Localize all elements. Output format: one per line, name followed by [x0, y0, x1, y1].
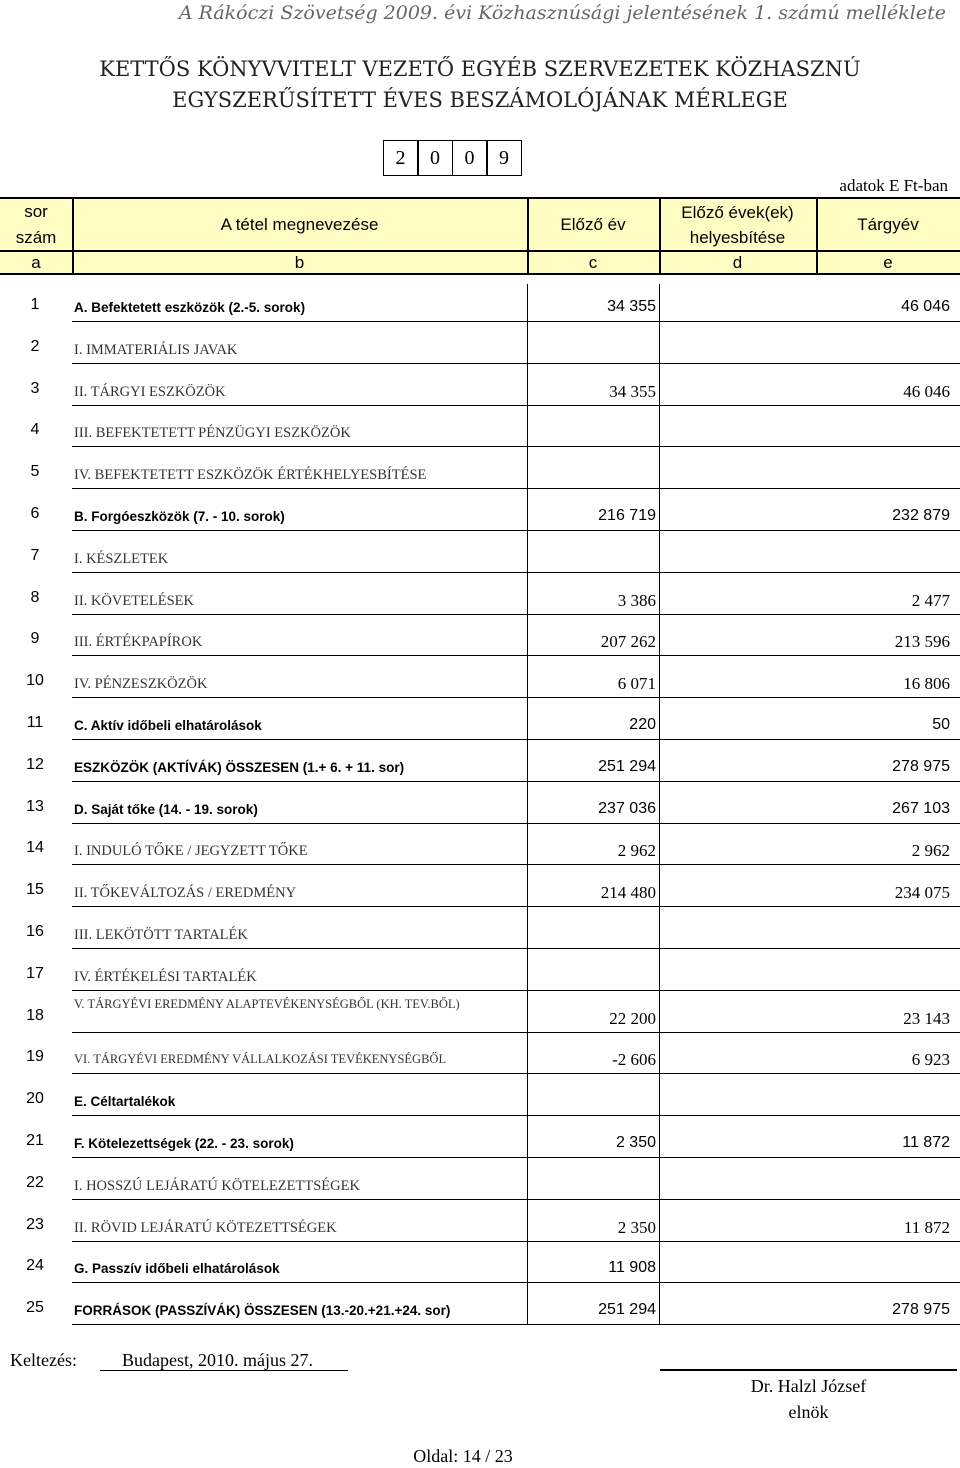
table-row	[0, 786, 960, 828]
row-curr-value: 46 046	[901, 298, 950, 315]
row-curr-value: 50	[932, 716, 950, 733]
row-number: 9	[30, 630, 40, 647]
row-underline	[72, 530, 960, 531]
row-underline	[72, 906, 960, 907]
col-header-name: A tétel megnevezése	[220, 215, 379, 234]
row-label: E. Céltartalékok	[74, 1094, 176, 1109]
row-prev-value: 2 350	[617, 1218, 656, 1237]
row-underline	[72, 655, 960, 656]
table-row	[0, 702, 960, 744]
row-label: FORRÁSOK (PASSZÍVÁK) ÖSSZESEN (13.-20.+21.+24. sor)	[74, 1303, 451, 1318]
table-row	[0, 995, 960, 1037]
row-prev-value: -2 606	[612, 1050, 656, 1069]
row-label: IV. ÉRTÉKELÉSI TARTALÉK	[74, 969, 257, 985]
row-prev-value: 6 071	[617, 674, 656, 693]
row-number: 15	[26, 881, 44, 898]
row-number: 8	[30, 589, 40, 606]
table-row	[0, 326, 960, 368]
year-digit: 0	[417, 140, 453, 176]
row-label: F. Kötelezettségek (22. - 23. sorok)	[74, 1136, 294, 1151]
title-line-2: EGYSZERŰSÍTETT ÉVES BESZÁMOLÓJÁNAK MÉRLEGE	[172, 88, 788, 112]
table-row	[0, 1078, 960, 1120]
row-prev-value: 22 200	[609, 1009, 656, 1028]
table-row	[0, 1162, 960, 1204]
row-label: I. HOSSZÚ LEJÁRATÚ KÖTELEZETTSÉGEK	[74, 1178, 360, 1194]
row-curr-value: 278 975	[892, 1301, 950, 1318]
date-value: Budapest, 2010. május 27.	[122, 1350, 313, 1370]
row-label: A. Befektetett eszközök (2.-5. sorok)	[74, 300, 306, 315]
row-number: 25	[26, 1299, 44, 1316]
row-number: 7	[30, 547, 40, 564]
table-row	[0, 451, 960, 493]
table-row	[0, 535, 960, 577]
row-underline	[72, 405, 960, 406]
col-header-prev: Előző év	[560, 215, 626, 234]
col-key-e: e	[883, 253, 893, 272]
row-underline	[72, 488, 960, 489]
row-prev-value: 3 386	[617, 591, 656, 610]
row-number: 20	[26, 1090, 44, 1107]
row-underline	[72, 948, 960, 949]
row-curr-value: 232 879	[892, 507, 950, 524]
row-number: 5	[30, 463, 40, 480]
col-key-c: c	[588, 253, 598, 272]
table-row	[0, 368, 960, 410]
table-row	[0, 1036, 960, 1078]
row-label: III. BEFEKTETETT PÉNZÜGYI ESZKÖZÖK	[74, 425, 351, 441]
col-header-adjust-2: helyesbítése	[689, 228, 786, 247]
row-number: 16	[26, 923, 44, 940]
row-curr-value: 46 046	[903, 382, 950, 401]
row-label: IV. BEFEKTETETT ESZKÖZÖK ÉRTÉKHELYESBÍTÉSE	[74, 467, 427, 483]
row-label: II. RÖVID LEJÁRATÚ KÖTEZETTSÉGEK	[74, 1220, 337, 1236]
table-row	[0, 618, 960, 660]
row-number: 4	[30, 421, 40, 438]
row-prev-value: 220	[629, 716, 656, 733]
row-underline	[72, 1115, 960, 1116]
table-row	[0, 869, 960, 911]
row-underline	[72, 1241, 960, 1242]
row-underline	[72, 823, 960, 824]
row-number: 24	[26, 1257, 44, 1274]
row-underline	[72, 363, 960, 364]
table-row	[0, 953, 960, 995]
table-row	[0, 493, 960, 535]
row-underline	[72, 446, 960, 447]
row-label: I. INDULÓ TŐKE / JEGYZETT TŐKE	[74, 843, 308, 859]
date-underline	[100, 1370, 348, 1371]
row-label: III. ÉRTÉKPAPÍROK	[74, 634, 203, 650]
row-curr-value: 23 143	[903, 1009, 950, 1028]
row-underline	[72, 614, 960, 615]
row-underline	[72, 321, 960, 322]
row-label: D. Saját tőke (14. - 19. sorok)	[74, 802, 258, 817]
row-curr-value: 234 075	[894, 883, 950, 902]
col-key-d: d	[732, 253, 743, 272]
row-underline	[72, 781, 960, 782]
row-underline	[72, 572, 960, 573]
row-prev-value: 11 908	[608, 1259, 656, 1276]
signer-title: elnök	[788, 1402, 829, 1422]
row-label: C. Aktív időbeli elhatárolások	[74, 718, 262, 733]
table-row	[0, 1245, 960, 1287]
row-underline	[72, 1282, 960, 1283]
row-curr-value: 11 872	[903, 1218, 950, 1237]
page-number: Oldal: 14 / 23	[413, 1446, 513, 1466]
row-label: II. KÖVETELÉSEK	[74, 593, 195, 609]
row-prev-value: 214 480	[600, 883, 656, 902]
row-curr-value: 267 103	[892, 800, 950, 817]
row-prev-value: 34 355	[607, 298, 656, 315]
date-label: Keltezés:	[10, 1350, 77, 1370]
body-col-divider	[527, 284, 528, 1325]
row-label: B. Forgóeszközök (7. - 10. sorok)	[74, 509, 285, 524]
row-prev-value: 207 262	[600, 632, 656, 651]
table-row	[0, 744, 960, 786]
row-number: 19	[26, 1048, 44, 1065]
row-label: II. TŐKEVÁLTOZÁS / EREDMÉNY	[74, 885, 297, 901]
row-label: III. LEKÖTÖTT TARTALÉK	[74, 927, 248, 943]
row-prev-value: 251 294	[598, 1301, 656, 1318]
row-number: 18	[26, 1007, 44, 1024]
table-row	[0, 409, 960, 451]
col-header-sor: sor	[24, 202, 48, 221]
row-number: 22	[26, 1174, 44, 1191]
row-curr-value: 11 872	[902, 1134, 950, 1151]
year-digit: 9	[486, 140, 522, 176]
col-header-curr: Tárgyév	[857, 215, 919, 234]
row-label: V. TÁRGYÉVI EREDMÉNY ALAPTEVÉKENYSÉGBŐL (KH. TEV.BŐL)	[74, 997, 460, 1011]
row-number: 10	[26, 672, 44, 689]
row-number: 11	[26, 714, 44, 731]
body-col-divider	[659, 284, 660, 1325]
row-underline	[72, 990, 960, 991]
row-label: I. KÉSZLETEK	[74, 551, 169, 567]
row-curr-value: 6 923	[911, 1050, 950, 1069]
row-label: I. IMMATERIÁLIS JAVAK	[74, 342, 238, 358]
table-row	[0, 1120, 960, 1162]
row-number: 21	[26, 1132, 44, 1149]
header-note: A Rákóczi Szövetség 2009. évi Közhasznúsági jelentésének 1. számú melléklete	[178, 2, 946, 24]
row-curr-value: 2 962	[911, 841, 950, 860]
table-row	[0, 1204, 960, 1246]
row-curr-value: 16 806	[903, 674, 950, 693]
row-number: 13	[26, 798, 44, 815]
table-row	[0, 577, 960, 619]
row-number: 6	[30, 505, 40, 522]
row-label: ESZKÖZÖK (AKTÍVÁK) ÖSSZESEN (1.+ 6. + 11. sor)	[74, 760, 405, 775]
row-number: 1	[30, 296, 40, 313]
row-prev-value: 237 036	[598, 800, 656, 817]
table-row	[0, 660, 960, 702]
year-digit: 0	[452, 140, 488, 176]
row-curr-value: 213 596	[894, 632, 950, 651]
row-curr-value: 2 477	[911, 591, 950, 610]
col-key-b: b	[294, 253, 305, 272]
row-prev-value: 2 962	[617, 841, 656, 860]
col-key-a: a	[31, 253, 41, 272]
row-underline	[72, 697, 960, 698]
title-line-1: KETTŐS KÖNYVVITELT VEZETŐ EGYÉB SZERVEZETEK KÖZHASZNÚ	[99, 57, 861, 81]
table-row	[0, 1287, 960, 1329]
col-header-adjust: Előző évek(ek)	[681, 203, 794, 222]
row-prev-value: 251 294	[598, 758, 656, 775]
row-number: 14	[26, 839, 44, 856]
row-number: 2	[30, 338, 40, 355]
year-box	[384, 140, 522, 176]
row-prev-value: 34 355	[609, 382, 656, 401]
row-number: 17	[26, 965, 44, 982]
row-label: G. Passzív időbeli elhatárolások	[74, 1261, 280, 1276]
row-number: 23	[26, 1216, 44, 1233]
row-underline	[72, 1032, 960, 1033]
row-underline	[72, 1199, 960, 1200]
row-underline	[72, 1324, 960, 1325]
year-digit: 2	[383, 140, 419, 176]
units-note: adatok E Ft-ban	[839, 176, 948, 195]
table-row	[0, 284, 960, 326]
row-number: 12	[26, 756, 44, 773]
row-underline	[72, 1073, 960, 1074]
signer-name: Dr. Halzl József	[750, 1376, 867, 1396]
row-underline	[72, 864, 960, 865]
row-curr-value: 278 975	[892, 758, 950, 775]
row-prev-value: 2 350	[615, 1134, 656, 1151]
col-header-szam: szám	[15, 228, 57, 247]
row-number: 3	[30, 380, 40, 397]
table-row	[0, 827, 960, 869]
row-underline	[72, 739, 960, 740]
row-label: II. TÁRGYI ESZKÖZÖK	[74, 384, 226, 400]
row-label: IV. PÉNZESZKÖZÖK	[74, 676, 208, 692]
row-label: VI. TÁRGYÉVI EREDMÉNY VÁLLALKOZÁSI TEVÉKENYSÉGBŐL	[74, 1052, 447, 1066]
row-prev-value: 216 719	[598, 507, 656, 524]
table-row	[0, 911, 960, 953]
signature-line	[660, 1369, 957, 1371]
row-underline	[72, 1157, 960, 1158]
